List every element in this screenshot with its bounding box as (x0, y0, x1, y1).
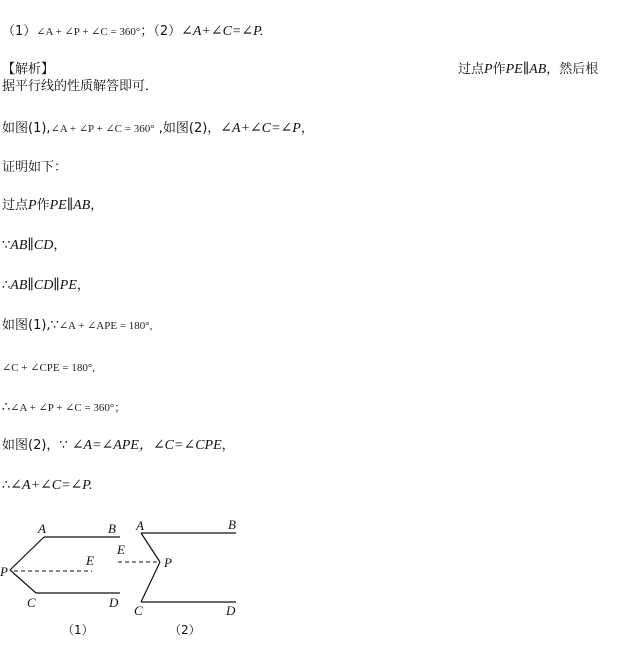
answer-part1-expression: ∠A + ∠P + ∠C = 360° (36, 26, 141, 38)
solution-l1-mid: ,如图(2)， (154, 121, 221, 136)
fig1-label-e: E (86, 553, 94, 568)
solution-l3-end: ， (90, 198, 104, 213)
fig1-caption: （1） (62, 623, 94, 637)
therefore-symbol: ∴ (2, 400, 11, 415)
analysis-hint-line2: 据平行线的性质解答即可． (2, 79, 159, 94)
solution-line-3 (2, 198, 103, 214)
analysis-heading: 【解析】 (2, 62, 55, 77)
answer-part1-label: （1） (2, 24, 37, 39)
fig1-label-b: B (108, 521, 116, 536)
solution-l4-expression: AB∥CD (10, 238, 54, 253)
answer-separator: ；（2） (140, 24, 182, 39)
fig1-label-p: P (0, 564, 8, 579)
therefore-symbol: ∴ (2, 278, 11, 293)
hint-parallel-expression: PE∥AB (505, 62, 547, 77)
fig2-label-p: P (164, 555, 172, 570)
hint-mid: 作 (492, 62, 506, 77)
fig2-label-d: D (226, 603, 236, 618)
solution-l8-expression: ∠A + ∠P + ∠C = 360°； (10, 402, 126, 414)
solution-l3-mid: 作 (36, 198, 50, 213)
figure-2 (116, 517, 236, 637)
figure-1 (0, 521, 120, 637)
hint-prefix: 过点 (458, 62, 485, 77)
solution-l1-expression: ∠A + ∠P + ∠C = 360° (50, 123, 155, 135)
fig2-segment-pc (141, 562, 160, 602)
fig2-label-c: C (134, 603, 143, 618)
solution-l1-end: ， (300, 121, 314, 136)
therefore-symbol: ∴ (2, 478, 11, 493)
solution-line-6 (2, 318, 152, 334)
solution-l5-expression: AB∥CD∥PE (10, 278, 77, 293)
analysis-hint (458, 62, 598, 78)
fig1-segment-pc (10, 570, 36, 593)
fig1-label-a: A (38, 521, 46, 536)
solution-l9-end: ， (221, 438, 235, 453)
hint-suffix: ，然后根 (546, 62, 599, 77)
solution-line-1 (2, 121, 314, 137)
because-symbol: ∵ (2, 238, 11, 253)
fig1-label-c: C (27, 595, 36, 610)
solution-l5-end: ， (76, 278, 90, 293)
solution-l6-expression: ∠A + ∠APE = 180°, (58, 320, 153, 332)
solution-l1-prefix: 如图(1), (2, 121, 51, 136)
solution-line-2: 证明如下： (2, 160, 68, 175)
solution-line-7 (2, 360, 95, 376)
answer-line (2, 24, 263, 40)
solution-l3-expression: PE∥AB (49, 198, 91, 213)
solution-line-9 (2, 438, 235, 454)
solution-l4-end: ， (53, 238, 67, 253)
solution-l9-prefix: 如图(2)，∵ (2, 438, 72, 453)
hint-point-p: P (484, 62, 493, 77)
answer-part2-expression: ∠A+∠C=∠P. (181, 24, 264, 39)
solution-l3-point-p: P (28, 198, 37, 213)
fig2-segment-ap (141, 533, 160, 562)
fig2-label-b: B (228, 517, 236, 532)
fig1-segment-ap (10, 537, 44, 570)
solution-l9-expression: ∠A=∠APE，∠C=∠CPE (71, 438, 222, 453)
solution-line-4 (2, 238, 66, 254)
solution-l7-expression: ∠C + ∠CPE = 180°, (2, 362, 96, 374)
geometry-figure (0, 512, 630, 661)
solution-l10-expression: ∠A+∠C=∠P. (10, 478, 93, 493)
solution-line-8 (2, 400, 125, 416)
solution-l3-prefix: 过点 (2, 198, 29, 213)
solution-l1-expression2: ∠A+∠C=∠P (220, 121, 301, 136)
solution-line-10 (2, 478, 93, 494)
fig2-caption: （2） (169, 623, 201, 637)
fig2-label-e: E (117, 542, 125, 557)
fig1-label-d: D (109, 595, 119, 610)
fig2-label-a: A (136, 518, 144, 533)
solution-line-5 (2, 278, 90, 294)
solution-l6-prefix: 如图(1),∵ (2, 318, 59, 333)
